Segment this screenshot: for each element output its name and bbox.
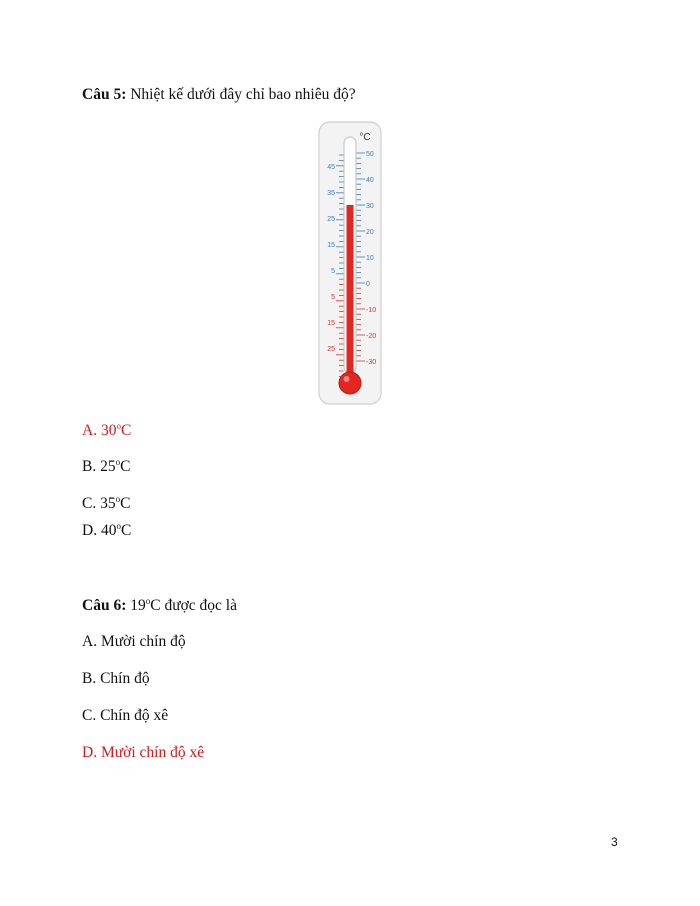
bulb-highlight bbox=[344, 376, 350, 382]
tick-label-c: 50 bbox=[366, 151, 374, 158]
tick-label-c: -30 bbox=[366, 359, 377, 366]
q6-option-c: C. Chín độ xê bbox=[82, 707, 169, 724]
tick-label-c: 40 bbox=[366, 177, 374, 184]
tick-label-c: 30 bbox=[366, 203, 374, 210]
tick-label-f: 15 bbox=[327, 320, 335, 327]
tick-label-c: -10 bbox=[366, 307, 377, 314]
q5-option-a: A. 30$^o$C bbox=[82, 421, 132, 439]
q5-option-d: D. 40$^o$C bbox=[82, 521, 132, 539]
question-5-text: Nhiệt kế dưới đây chỉ bao nhiêu độ? bbox=[126, 86, 356, 103]
tick-label-f: 5 bbox=[331, 268, 335, 275]
thermometer-svg bbox=[318, 121, 382, 405]
thermometer-figure bbox=[318, 121, 382, 405]
tick-label-f: 25 bbox=[327, 346, 335, 353]
q6-option-b: B. Chín độ bbox=[82, 670, 150, 687]
tick-label-c: 20 bbox=[366, 229, 374, 236]
q6-option-d: D. Mười chín độ xê bbox=[82, 744, 205, 761]
tick-label-f: 45 bbox=[327, 164, 335, 171]
question-6-title: Câu 6: 19$^o$C được đọc là bbox=[82, 596, 237, 614]
tick-label-c: 10 bbox=[366, 255, 374, 262]
tick-label-f: 25 bbox=[327, 216, 335, 223]
tick-label-f: 15 bbox=[327, 242, 335, 249]
tick-label-c: -20 bbox=[366, 333, 377, 340]
question-5-label: Câu 5: bbox=[82, 86, 127, 103]
question-6-label: Câu 6: bbox=[82, 597, 127, 614]
unit-label: °C bbox=[359, 132, 371, 143]
tick-label-f: 5 bbox=[331, 294, 335, 301]
tick-label-f: 35 bbox=[327, 190, 335, 197]
page-number: 3 bbox=[611, 835, 618, 849]
tick-label-c: 0 bbox=[366, 281, 370, 288]
q5-option-c: C. 35$^o$C bbox=[82, 494, 131, 512]
question-5-title bbox=[82, 86, 356, 104]
mercury-column bbox=[347, 205, 354, 375]
q6-option-a: A. Mười chín độ bbox=[82, 633, 186, 650]
q5-option-b: B. 25$^o$C bbox=[82, 457, 131, 475]
thermometer-bulb bbox=[339, 372, 361, 394]
